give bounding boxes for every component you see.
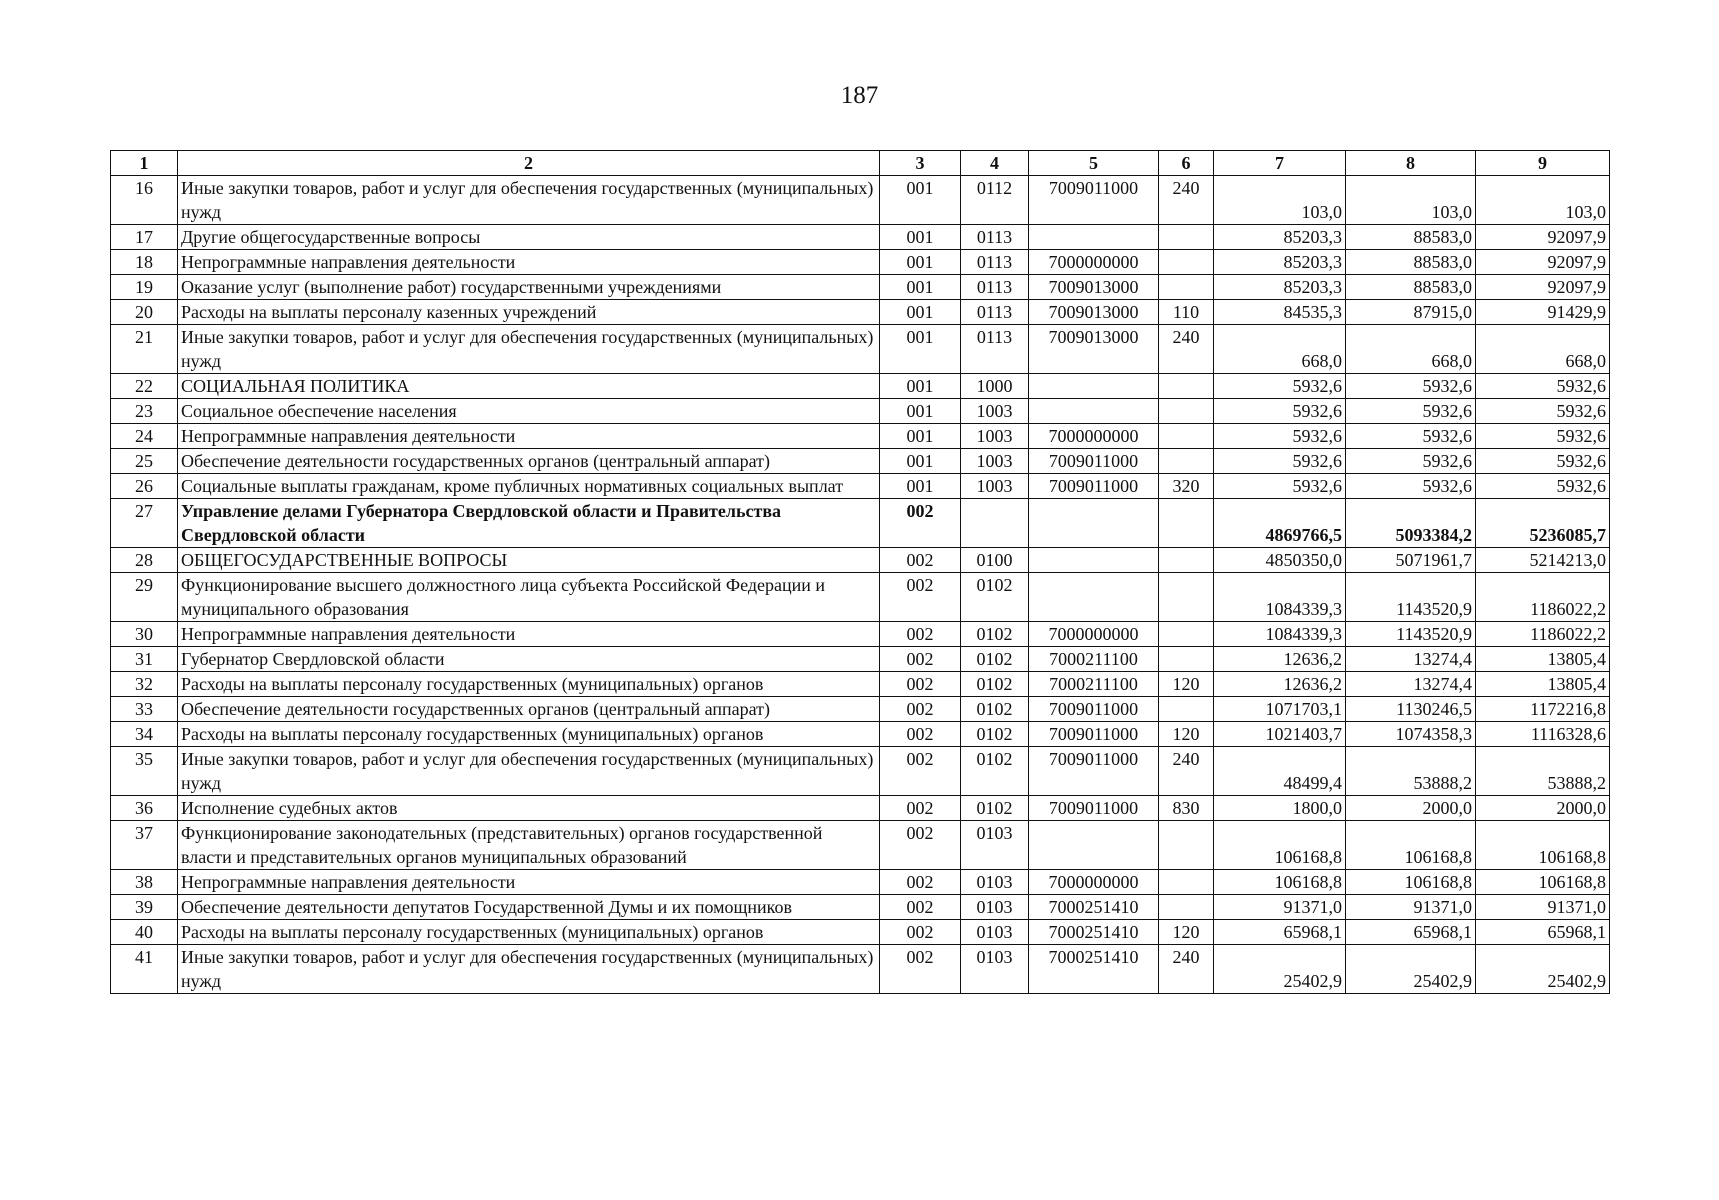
row-number-cell: 33 [111,697,178,722]
admin-code-cell: 002 [880,672,961,697]
amount-col8-cell: 103,0 [1346,176,1476,225]
target-code-cell [1029,225,1159,250]
expense-type-cell: 830 [1159,796,1214,821]
expense-type-cell [1159,821,1214,870]
row-number-cell: 39 [111,895,178,920]
table-row [111,176,1610,225]
target-code-cell: 7009011000 [1029,722,1159,747]
expense-type-cell [1159,573,1214,622]
row-number-cell: 24 [111,424,178,449]
row-name-cell: Обеспечение деятельности государственных органов (центральный аппарат) [178,449,880,474]
amount-col9-cell: 5932,6 [1476,374,1610,399]
expense-type-cell [1159,895,1214,920]
target-code-cell: 7000000000 [1029,622,1159,647]
amount-col8-cell: 88583,0 [1346,275,1476,300]
table-row [111,870,1610,895]
admin-code-cell: 002 [880,920,961,945]
section-code-cell: 1003 [961,449,1029,474]
target-code-cell: 7000000000 [1029,424,1159,449]
table-row [111,821,1610,870]
target-code-cell: 7009011000 [1029,747,1159,796]
admin-code-cell: 001 [880,424,961,449]
admin-code-cell: 001 [880,474,961,499]
amount-col7-cell: 5932,6 [1214,374,1346,399]
amount-col7-cell: 65968,1 [1214,920,1346,945]
amount-col9-cell: 106168,8 [1476,821,1610,870]
target-code-cell [1029,821,1159,870]
amount-col7-cell: 48499,4 [1214,747,1346,796]
column-header: 2 [178,151,880,176]
expense-type-cell [1159,374,1214,399]
admin-code-cell: 002 [880,573,961,622]
section-code-cell: 0102 [961,647,1029,672]
amount-col8-cell: 5932,6 [1346,374,1476,399]
admin-code-cell: 002 [880,747,961,796]
amount-col7-cell: 12636,2 [1214,647,1346,672]
target-code-cell: 7000211100 [1029,647,1159,672]
amount-col9-cell: 5932,6 [1476,399,1610,424]
target-code-cell: 7000251410 [1029,945,1159,994]
amount-col9-cell: 65968,1 [1476,920,1610,945]
row-number-cell: 23 [111,399,178,424]
table-row [111,573,1610,622]
expense-type-cell [1159,870,1214,895]
amount-col7-cell: 5932,6 [1214,474,1346,499]
row-number-cell: 30 [111,622,178,647]
section-code-cell: 0102 [961,622,1029,647]
target-code-cell: 7009013000 [1029,275,1159,300]
admin-code-cell: 001 [880,325,961,374]
admin-code-cell: 002 [880,722,961,747]
section-code-cell: 0113 [961,275,1029,300]
section-code-cell: 1000 [961,374,1029,399]
section-code-cell: 0103 [961,945,1029,994]
amount-col7-cell: 85203,3 [1214,250,1346,275]
amount-col9-cell: 5236085,7 [1476,499,1610,548]
table-row [111,920,1610,945]
admin-code-cell: 001 [880,300,961,325]
section-code-cell: 0103 [961,821,1029,870]
expense-type-cell: 120 [1159,722,1214,747]
section-code-cell: 0102 [961,697,1029,722]
expense-type-cell: 320 [1159,474,1214,499]
expense-type-cell [1159,424,1214,449]
row-name-cell: СОЦИАЛЬНАЯ ПОЛИТИКА [178,374,880,399]
section-code-cell: 0113 [961,325,1029,374]
row-name-cell: Исполнение судебных актов [178,796,880,821]
amount-col9-cell: 5932,6 [1476,424,1610,449]
budget-table [110,150,1610,994]
row-name-cell: Социальное обеспечение населения [178,399,880,424]
row-name-cell: Обеспечение деятельности депутатов Государственной Думы и их помощников [178,895,880,920]
amount-col9-cell: 5932,6 [1476,474,1610,499]
admin-code-cell: 002 [880,945,961,994]
section-code-cell: 0102 [961,722,1029,747]
amount-col7-cell: 84535,3 [1214,300,1346,325]
admin-code-cell: 002 [880,796,961,821]
row-name-cell: Обеспечение деятельности государственных органов (центральный аппарат) [178,697,880,722]
expense-type-cell: 240 [1159,325,1214,374]
row-number-cell: 16 [111,176,178,225]
table-row [111,225,1610,250]
expense-type-cell: 120 [1159,920,1214,945]
amount-col7-cell: 4869766,5 [1214,499,1346,548]
expense-type-cell [1159,275,1214,300]
column-header: 4 [961,151,1029,176]
table-row [111,374,1610,399]
amount-col9-cell: 13805,4 [1476,647,1610,672]
amount-col8-cell: 53888,2 [1346,747,1476,796]
amount-col8-cell: 5093384,2 [1346,499,1476,548]
row-name-cell: Непрограммные направления деятельности [178,870,880,895]
row-number-cell: 25 [111,449,178,474]
row-number-cell: 40 [111,920,178,945]
amount-col9-cell: 53888,2 [1476,747,1610,796]
target-code-cell: 7000251410 [1029,895,1159,920]
table-row [111,945,1610,994]
column-header: 1 [111,151,178,176]
amount-col9-cell: 1116328,6 [1476,722,1610,747]
admin-code-cell: 001 [880,374,961,399]
amount-col9-cell: 91371,0 [1476,895,1610,920]
row-number-cell: 19 [111,275,178,300]
section-code-cell: 0100 [961,548,1029,573]
row-number-cell: 28 [111,548,178,573]
expense-type-cell [1159,499,1214,548]
row-number-cell: 37 [111,821,178,870]
table-row [111,895,1610,920]
column-header: 3 [880,151,961,176]
target-code-cell: 7009011000 [1029,697,1159,722]
admin-code-cell: 002 [880,870,961,895]
table-row [111,250,1610,275]
row-name-cell: Социальные выплаты гражданам, кроме публичных нормативных социальных выплат [178,474,880,499]
row-number-cell: 34 [111,722,178,747]
amount-col9-cell: 2000,0 [1476,796,1610,821]
expense-type-cell [1159,548,1214,573]
target-code-cell: 7009011000 [1029,796,1159,821]
target-code-cell [1029,548,1159,573]
admin-code-cell: 001 [880,225,961,250]
table-row [111,647,1610,672]
table-row-section-total [111,499,1610,548]
target-code-cell [1029,374,1159,399]
expense-type-cell [1159,449,1214,474]
expense-type-cell [1159,647,1214,672]
amount-col7-cell: 1021403,7 [1214,722,1346,747]
target-code-cell: 7000211100 [1029,672,1159,697]
section-code-cell: 0112 [961,176,1029,225]
expense-type-cell: 240 [1159,176,1214,225]
row-name-cell: Другие общегосударственные вопросы [178,225,880,250]
target-code-cell: 7009011000 [1029,449,1159,474]
row-number-cell: 31 [111,647,178,672]
amount-col7-cell: 106168,8 [1214,870,1346,895]
amount-col8-cell: 1130246,5 [1346,697,1476,722]
row-name-cell: Функционирование высшего должностного лица субъекта Российской Федерации и муниципального образования [178,573,880,622]
table-row [111,747,1610,796]
row-name-cell: Непрограммные направления деятельности [178,250,880,275]
amount-col9-cell: 106168,8 [1476,870,1610,895]
amount-col9-cell: 92097,9 [1476,275,1610,300]
section-code-cell: 0103 [961,920,1029,945]
section-code-cell: 0102 [961,747,1029,796]
admin-code-cell: 001 [880,399,961,424]
section-code-cell: 0102 [961,573,1029,622]
expense-type-cell: 240 [1159,747,1214,796]
amount-col9-cell: 1172216,8 [1476,697,1610,722]
table-row [111,449,1610,474]
row-name-cell: Непрограммные направления деятельности [178,424,880,449]
amount-col7-cell: 106168,8 [1214,821,1346,870]
target-code-cell [1029,399,1159,424]
target-code-cell [1029,573,1159,622]
amount-col7-cell: 91371,0 [1214,895,1346,920]
section-code-cell: 0113 [961,225,1029,250]
expense-type-cell [1159,250,1214,275]
table-row [111,796,1610,821]
amount-col7-cell: 5932,6 [1214,399,1346,424]
column-header: 8 [1346,151,1476,176]
row-name-cell: Иные закупки товаров, работ и услуг для обеспечения государственных (муниципальных) нужд [178,176,880,225]
section-code-cell: 1003 [961,424,1029,449]
row-name-cell: Непрограммные направления деятельности [178,622,880,647]
row-name-cell: Иные закупки товаров, работ и услуг для обеспечения государственных (муниципальных) нужд [178,747,880,796]
table-row [111,399,1610,424]
expense-type-cell: 120 [1159,672,1214,697]
amount-col9-cell: 91429,9 [1476,300,1610,325]
section-code-cell: 0102 [961,672,1029,697]
amount-col8-cell: 88583,0 [1346,250,1476,275]
amount-col7-cell: 12636,2 [1214,672,1346,697]
target-code-cell: 7009011000 [1029,474,1159,499]
admin-code-cell: 002 [880,548,961,573]
admin-code-cell: 001 [880,449,961,474]
row-number-cell: 35 [111,747,178,796]
section-code-cell: 0103 [961,895,1029,920]
amount-col7-cell: 1084339,3 [1214,573,1346,622]
target-code-cell: 7000000000 [1029,250,1159,275]
row-number-cell: 18 [111,250,178,275]
section-code-cell: 0103 [961,870,1029,895]
column-header: 6 [1159,151,1214,176]
table-row [111,275,1610,300]
row-name-cell: Функционирование законодательных (представительных) органов государственной власти и представительных органов муниципальных образований [178,821,880,870]
amount-col7-cell: 85203,3 [1214,275,1346,300]
amount-col7-cell: 1800,0 [1214,796,1346,821]
amount-col7-cell: 1071703,1 [1214,697,1346,722]
row-number-cell: 27 [111,499,178,548]
amount-col9-cell: 25402,9 [1476,945,1610,994]
row-number-cell: 17 [111,225,178,250]
target-code-cell [1029,499,1159,548]
target-code-cell: 7009013000 [1029,300,1159,325]
section-code-cell: 1003 [961,474,1029,499]
expense-type-cell: 110 [1159,300,1214,325]
column-header-row [111,151,1610,176]
row-name-cell: Управление делами Губернатора Свердловской области и Правительства Свердловской области [178,499,880,548]
amount-col8-cell: 1143520,9 [1346,622,1476,647]
admin-code-cell: 001 [880,275,961,300]
row-number-cell: 41 [111,945,178,994]
row-name-cell: Расходы на выплаты персоналу государственных (муниципальных) органов [178,920,880,945]
expense-type-cell [1159,399,1214,424]
amount-col8-cell: 5932,6 [1346,424,1476,449]
amount-col8-cell: 88583,0 [1346,225,1476,250]
row-number-cell: 26 [111,474,178,499]
amount-col8-cell: 106168,8 [1346,821,1476,870]
amount-col9-cell: 668,0 [1476,325,1610,374]
row-number-cell: 32 [111,672,178,697]
admin-code-cell: 002 [880,697,961,722]
section-code-cell: 1003 [961,399,1029,424]
admin-code-cell: 002 [880,895,961,920]
column-header: 9 [1476,151,1610,176]
amount-col8-cell: 65968,1 [1346,920,1476,945]
row-number-cell: 38 [111,870,178,895]
row-name-cell: Губернатор Свердловской области [178,647,880,672]
target-code-cell: 7009011000 [1029,176,1159,225]
row-name-cell: Расходы на выплаты персоналу государственных (муниципальных) органов [178,722,880,747]
amount-col8-cell: 87915,0 [1346,300,1476,325]
amount-col9-cell: 13805,4 [1476,672,1610,697]
admin-code-cell: 002 [880,821,961,870]
row-number-cell: 29 [111,573,178,622]
row-name-cell: Расходы на выплаты персоналу казенных учреждений [178,300,880,325]
amount-col8-cell: 13274,4 [1346,647,1476,672]
amount-col9-cell: 1186022,2 [1476,573,1610,622]
amount-col8-cell: 5932,6 [1346,474,1476,499]
page-number: 187 [840,82,879,109]
table-row [111,672,1610,697]
amount-col9-cell: 1186022,2 [1476,622,1610,647]
amount-col9-cell: 92097,9 [1476,250,1610,275]
table-row [111,697,1610,722]
row-name-cell: Иные закупки товаров, работ и услуг для обеспечения государственных (муниципальных) нужд [178,325,880,374]
target-code-cell: 7000251410 [1029,920,1159,945]
section-code-cell: 0113 [961,250,1029,275]
amount-col9-cell: 5932,6 [1476,449,1610,474]
row-name-cell: Иные закупки товаров, работ и услуг для обеспечения государственных (муниципальных) нужд [178,945,880,994]
table-row [111,548,1610,573]
amount-col8-cell: 1074358,3 [1346,722,1476,747]
amount-col7-cell: 25402,9 [1214,945,1346,994]
amount-col8-cell: 5932,6 [1346,449,1476,474]
admin-code-cell: 002 [880,647,961,672]
table-row [111,424,1610,449]
amount-col8-cell: 668,0 [1346,325,1476,374]
column-header: 5 [1029,151,1159,176]
row-number-cell: 21 [111,325,178,374]
amount-col9-cell: 103,0 [1476,176,1610,225]
amount-col8-cell: 2000,0 [1346,796,1476,821]
expense-type-cell [1159,622,1214,647]
admin-code-cell: 002 [880,622,961,647]
amount-col7-cell: 85203,3 [1214,225,1346,250]
table-row [111,622,1610,647]
admin-code-cell: 002 [880,499,961,548]
amount-col7-cell: 1084339,3 [1214,622,1346,647]
amount-col8-cell: 1143520,9 [1346,573,1476,622]
amount-col9-cell: 92097,9 [1476,225,1610,250]
section-code-cell: 0113 [961,300,1029,325]
row-number-cell: 36 [111,796,178,821]
row-name-cell: Оказание услуг (выполнение работ) государственными учреждениями [178,275,880,300]
row-name-cell: ОБЩЕГОСУДАРСТВЕННЫЕ ВОПРОСЫ [178,548,880,573]
amount-col9-cell: 5214213,0 [1476,548,1610,573]
column-header: 7 [1214,151,1346,176]
amount-col7-cell: 668,0 [1214,325,1346,374]
table-row [111,474,1610,499]
amount-col8-cell: 13274,4 [1346,672,1476,697]
amount-col8-cell: 5932,6 [1346,399,1476,424]
table-row [111,325,1610,374]
amount-col8-cell: 106168,8 [1346,870,1476,895]
expense-type-cell [1159,697,1214,722]
table-row [111,722,1610,747]
amount-col7-cell: 103,0 [1214,176,1346,225]
target-code-cell: 7009013000 [1029,325,1159,374]
amount-col7-cell: 5932,6 [1214,449,1346,474]
amount-col8-cell: 5071961,7 [1346,548,1476,573]
amount-col7-cell: 5932,6 [1214,424,1346,449]
expense-type-cell [1159,225,1214,250]
amount-col8-cell: 91371,0 [1346,895,1476,920]
section-code-cell [961,499,1029,548]
admin-code-cell: 001 [880,250,961,275]
table-row [111,300,1610,325]
expense-type-cell: 240 [1159,945,1214,994]
admin-code-cell: 001 [880,176,961,225]
target-code-cell: 7000000000 [1029,870,1159,895]
row-name-cell: Расходы на выплаты персоналу государственных (муниципальных) органов [178,672,880,697]
row-number-cell: 22 [111,374,178,399]
section-code-cell: 0102 [961,796,1029,821]
amount-col8-cell: 25402,9 [1346,945,1476,994]
row-number-cell: 20 [111,300,178,325]
amount-col7-cell: 4850350,0 [1214,548,1346,573]
